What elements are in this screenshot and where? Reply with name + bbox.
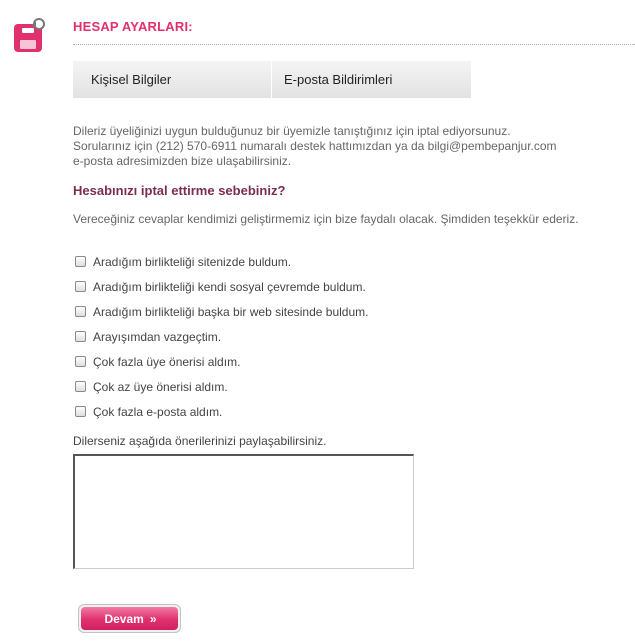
continue-button[interactable] [78,604,181,633]
title-divider [73,44,635,45]
suggestions-textarea[interactable] [73,454,414,569]
reason-checkbox[interactable] [75,331,86,342]
reason-checkbox[interactable] [75,306,86,317]
settings-tabs [73,61,471,98]
reason-label: Çok az üye önerisi aldım. [93,379,228,394]
cancel-reason-subtext: Vereceğiniz cevaplar kendimizi geliştirmemiz için bize faydalı olacak. Şimdiden teşekkür ederiz. [73,212,579,226]
reason-option-7[interactable] [75,399,368,424]
reason-checkbox[interactable] [75,356,86,367]
page-title: HESAP AYARLARI: [73,19,193,34]
reason-label: Aradığım birlikteliği sitenizde buldum. [93,254,292,269]
info-line: Dileriz üyeliğinizi uygun bulduğunuz bir üyemizle tanıştığınız için iptal ediyorsunuz. [73,124,511,138]
info-text [73,124,613,169]
floppy-disk-back-icon [14,18,44,52]
reason-option-4[interactable] [75,324,368,349]
reason-label: Çok fazla e-posta aldım. [93,404,223,419]
reason-checkbox[interactable] [75,256,86,267]
reason-option-3[interactable] [75,299,368,324]
info-line: e-posta adresimizden bize ulaşabilirsiniz. [73,154,292,168]
double-chevron-right-icon: » [149,611,155,626]
suggestions-label: Dilerseniz aşağıda önerilerinizi paylaşabilirsiniz. [73,434,327,448]
reason-checkbox[interactable] [75,406,86,417]
reason-option-1[interactable] [75,249,368,274]
reason-checkbox[interactable] [75,381,86,392]
reason-option-2[interactable] [75,274,368,299]
continue-button-label: Devam [104,611,144,626]
reason-label: Aradığım birlikteliği kendi sosyal çevremde buldum. [93,279,366,294]
reason-label: Arayışımdan vazgeçtim. [93,329,222,344]
reason-label: Aradığım birlikteliği başka bir web sitesinde buldum. [93,304,369,319]
reason-checkbox[interactable] [75,281,86,292]
tab-personal-info[interactable]: Kişisel Bilgiler [73,61,271,98]
cancel-reason-heading: Hesabınızı iptal ettirme sebebiniz? [73,183,286,198]
reason-option-6[interactable] [75,374,368,399]
tab-email-notifications[interactable]: E-posta Bildirimleri [272,61,471,98]
reason-label: Çok fazla üye önerisi aldım. [93,354,241,369]
reason-option-5[interactable] [75,349,368,374]
cancel-reason-options [75,249,368,424]
info-line: Sorularınız için (212) 570-6911 numaralı destek hattımızdan ya da bilgi@pembepanjur.com [73,139,557,153]
